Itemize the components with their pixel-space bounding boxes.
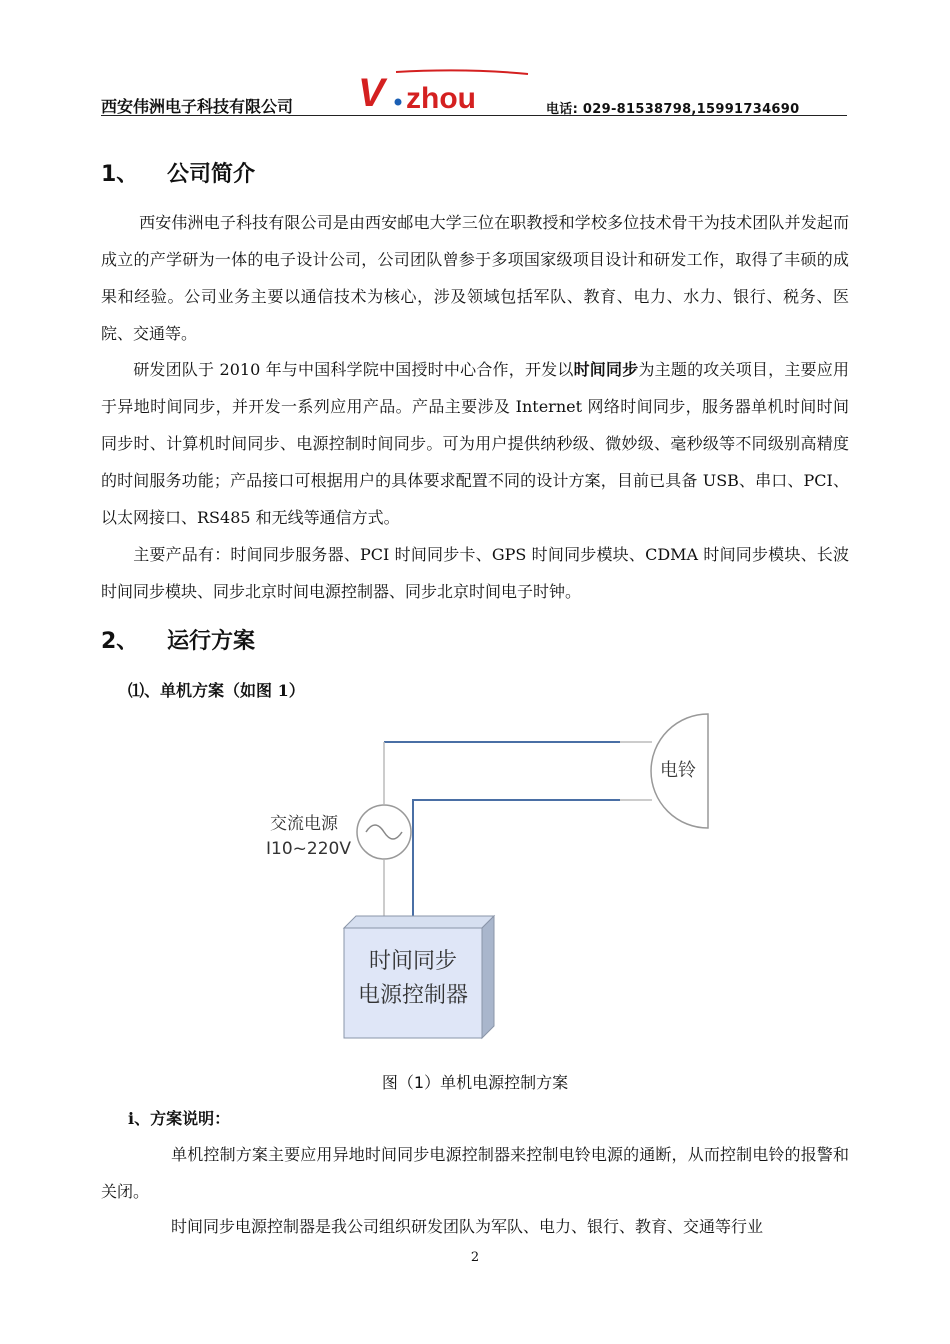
page-number: 2 bbox=[470, 1250, 480, 1265]
intro-paragraph-3 bbox=[101, 536, 849, 610]
ac-source-label: 交流电源 bbox=[270, 814, 338, 834]
company-logo bbox=[356, 66, 536, 116]
section-1-number: 1、 bbox=[101, 162, 139, 187]
box-top-face bbox=[344, 916, 494, 928]
section-1-title: 公司简介 bbox=[167, 162, 256, 187]
subsection-2-heading: i、方案说明： bbox=[128, 1109, 231, 1128]
header-company-name: 西安伟洲电子科技有限公司 bbox=[101, 97, 294, 116]
scheme-paragraph-2-text: 时间同步电源控制器是我公司组织研发团队为军队、电力、银行、教育、交通等行业 bbox=[171, 1217, 764, 1236]
figure-caption: 图（1）单机电源控制方案 bbox=[381, 1073, 569, 1092]
logo-mark: V bbox=[358, 71, 385, 115]
phone-label: 电话 bbox=[546, 102, 573, 117]
intro-paragraph-1-text: 西安伟洲电子科技有限公司是由西安邮电大学三位在职教授和学校多位技术骨干为技术团队并发起而成立的产学研为一体的电子设计公司，公司团队曾参于多项国家级项目设计和研发工作，取得了丰硕的成果和经验。公司业务主要以通信技术为核心，涉及领域包括军队、教育、电力、水力、银行、税务、医院、交通等。 bbox=[101, 213, 849, 343]
intro-paragraph-3-text: 主要产品有：时间同步服务器、PCI 时间同步卡、GPS 时间同步模块、CDMA 时间同步模块、长波时间同步模块、同步北京时间电源控制器、同步北京时间电子时钟。 bbox=[101, 545, 849, 601]
scheme-paragraph-1-text: 单机控制方案主要应用异地时间同步电源控制器来控制电铃电源的通断，从而控制电铃的报警和关闭。 bbox=[101, 1145, 849, 1201]
bell-label: 电铃 bbox=[660, 760, 696, 781]
box-side-face bbox=[482, 916, 494, 1038]
controller-label-line2: 电源控制器 bbox=[357, 983, 469, 1008]
single-machine-diagram bbox=[260, 708, 720, 1048]
intro-paragraph-2 bbox=[101, 351, 849, 536]
phone-numbers: : 029-81538798,15991734690 bbox=[572, 102, 800, 117]
logo-text: zhou bbox=[406, 82, 476, 115]
intro-paragraph-2-text-a: 研发团队于 2010 年与中国科学院中国授时中心合作，开发以 bbox=[133, 360, 574, 379]
intro-paragraph-1 bbox=[101, 204, 849, 352]
section-2-title: 运行方案 bbox=[167, 629, 256, 654]
scheme-paragraph-1 bbox=[101, 1136, 849, 1210]
ac-voltage-label: I10~220V bbox=[266, 839, 351, 859]
subsection-1-heading: ⑴、单机方案（如图 1） bbox=[128, 681, 305, 700]
scheme-paragraph-2 bbox=[101, 1208, 849, 1245]
section-1-heading bbox=[101, 157, 255, 188]
section-2-number: 2、 bbox=[101, 629, 139, 654]
intro-paragraph-2-bold: 时间同步 bbox=[573, 360, 639, 379]
wire-inner-blue bbox=[413, 800, 620, 928]
section-2-heading bbox=[101, 624, 255, 655]
controller-label-line1: 时间同步 bbox=[368, 949, 458, 974]
header-rule bbox=[101, 115, 847, 116]
intro-paragraph-2-text-b: 为主题的攻关项目，主要应用于异地时间同步，并开发一系列应用产品。产品主要涉及 Internet 网络时间同步，服务器单机时间时间同步时、计算机时间同步、电源控制时间同步。可为用户提供纳秒级、微妙级、毫秒级等不同级别高精度的时间服务功能；产品接口可根据用户的具体要求配置不同的设计方案，目前已具备 USB、串口、PCI、以太网接口、RS485 和无线等通信方式。 bbox=[101, 360, 849, 527]
